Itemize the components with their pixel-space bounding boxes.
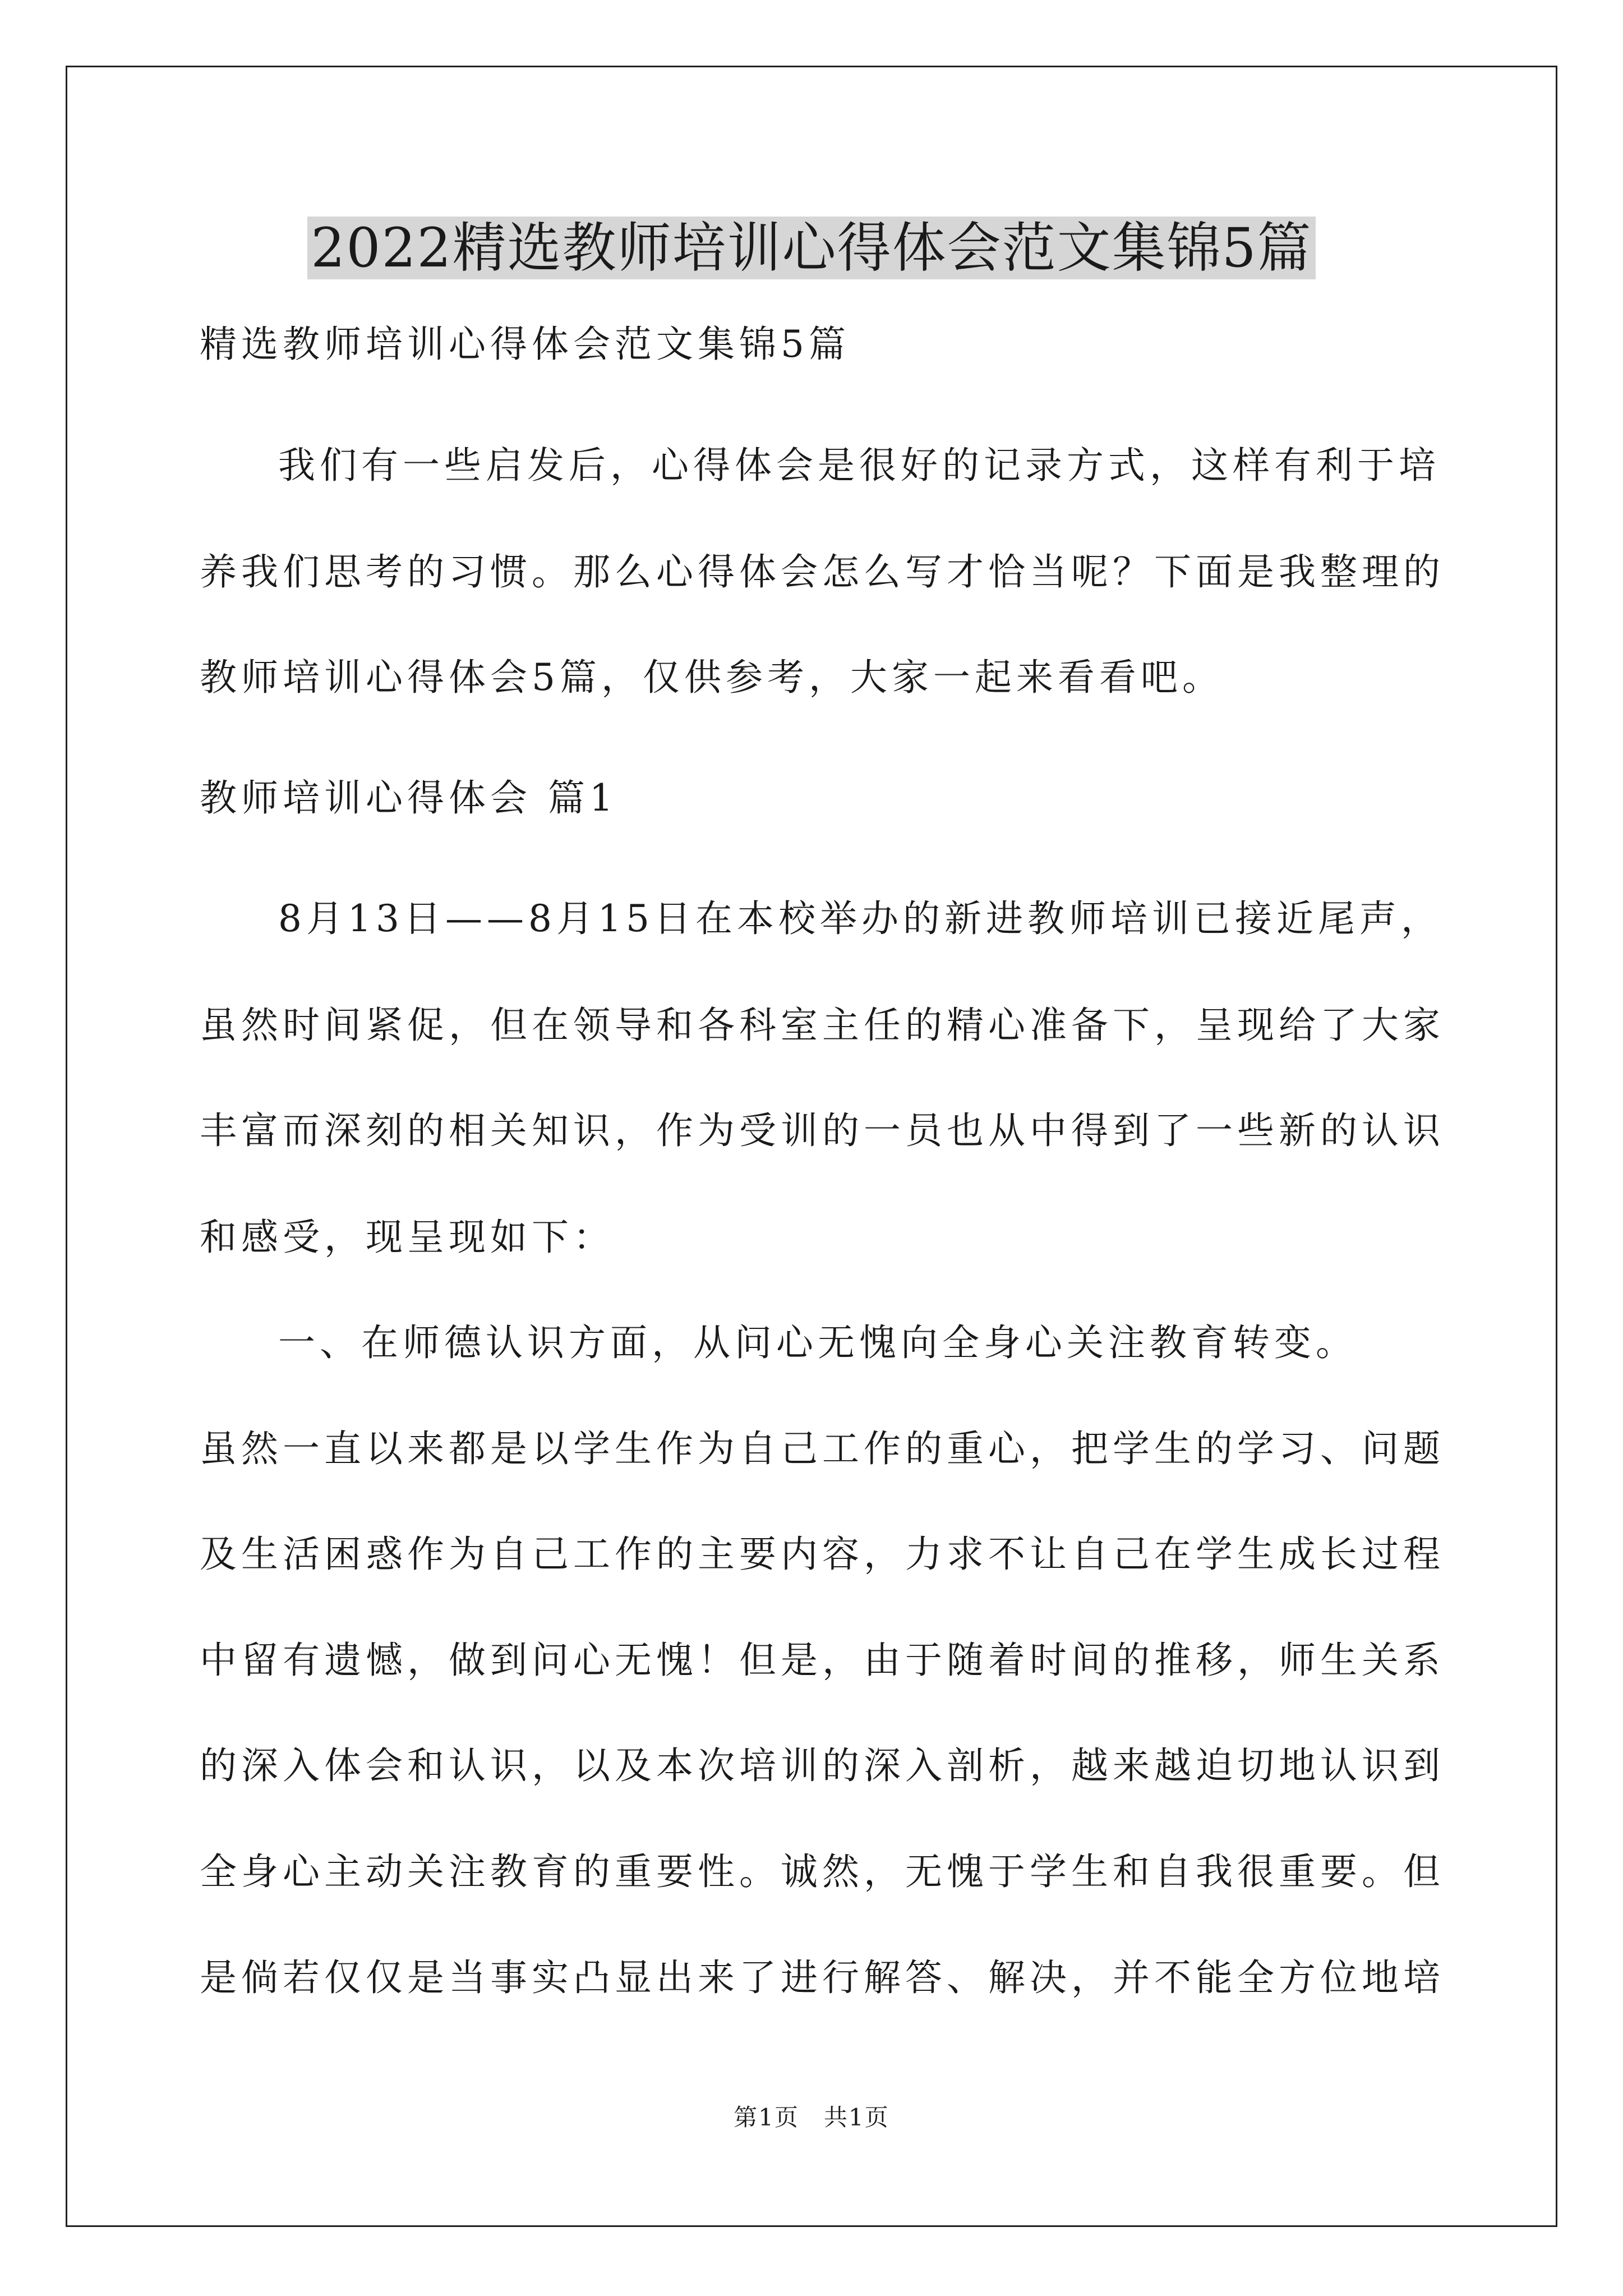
subtitle-line: 精选教师培训心得体会范文集锦5篇 [200, 323, 850, 366]
body-line-7: 中留有遗憾，做到问心无愧！但是，由于随着时间的推移，师生关系 [200, 1639, 1445, 1682]
body-line-2: 虽然时间紧促，但在领导和各科室主任的精心准备下，呈现给了大家 [200, 1004, 1445, 1047]
intro-line-1: 我们有一些启发后，心得体会是很好的记录方式，这样有利于培 [278, 444, 1440, 487]
document-title-text: 2022精选教师培训心得体会范文集锦5篇 [307, 217, 1315, 279]
point-heading: 一、在师德认识方面，从问心无愧向全身心关注教育转变。 [278, 1321, 1357, 1364]
body-line-1: 8月13日——8月15日在本校举办的新进教师培训已接近尾声， [278, 897, 1442, 940]
body-line-9: 全身心主动关注教育的重要性。诚然，无愧于学生和自我很重要。但 [200, 1850, 1445, 1893]
body-line-8: 的深入体会和认识，以及本次培训的深入剖析，越来越迫切地认识到 [200, 1744, 1445, 1787]
page-number: 第1页 共1页 [734, 2104, 889, 2131]
document-title [0, 206, 1623, 290]
body-line-4: 和感受，现呈现如下： [200, 1216, 615, 1259]
body-line-5: 虽然一直以来都是以学生作为自己工作的重心，把学生的学习、问题 [200, 1427, 1445, 1470]
body-line-3: 丰富而深刻的相关知识，作为受训的一员也从中得到了一些新的认识 [200, 1109, 1445, 1152]
intro-line-3: 教师培训心得体会5篇，仅供参考，大家一起来看看吧。 [200, 656, 1224, 699]
section-heading: 教师培训心得体会 篇1 [200, 776, 617, 820]
body-line-10: 是倘若仅仅是当事实凸显出来了进行解答、解决，并不能全方位地培 [200, 1956, 1445, 1999]
intro-line-2: 养我们思考的习惯。那么心得体会怎么写才恰当呢？下面是我整理的 [200, 550, 1445, 593]
body-line-6: 及生活困惑作为自己工作的主要内容，力求不让自己在学生成长过程 [200, 1533, 1445, 1576]
